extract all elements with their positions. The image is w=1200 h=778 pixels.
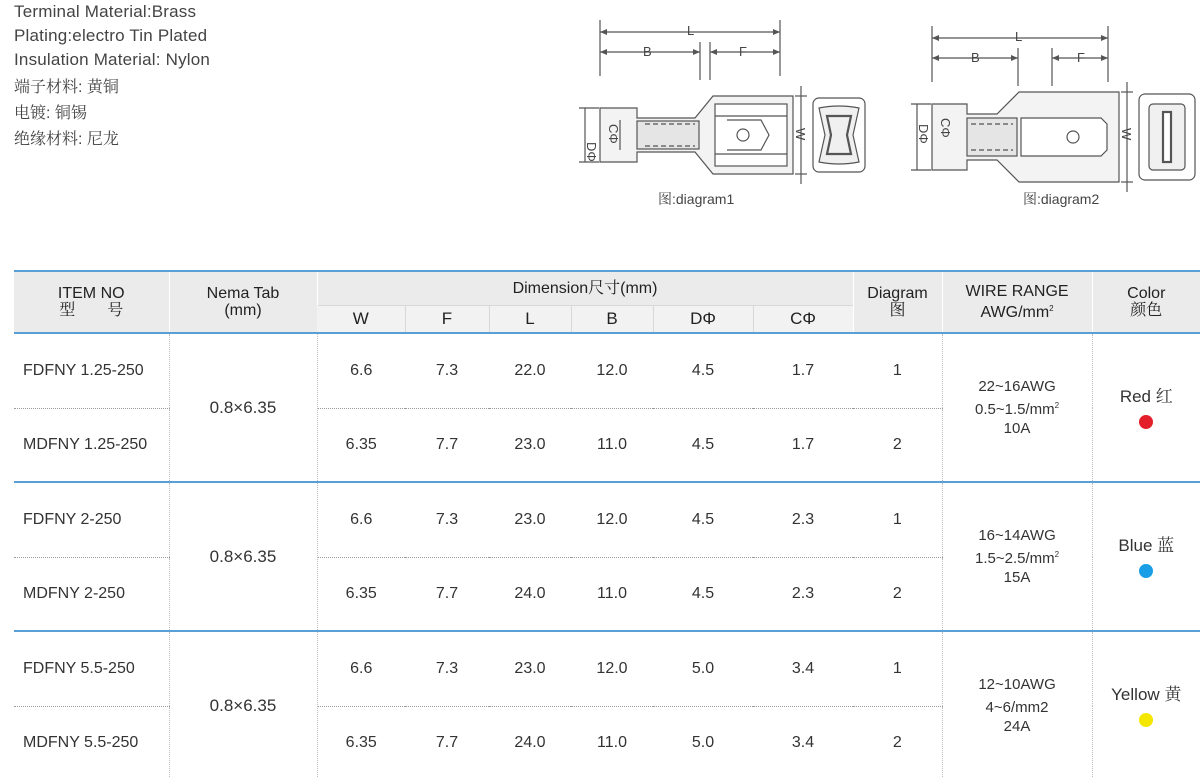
dim-w-cell: 6.6 [317, 482, 405, 557]
wire-awg: 22~16AWG [978, 378, 1056, 395]
wire-awg: 16~14AWG [978, 527, 1056, 544]
color-swatch [1139, 415, 1153, 429]
diagram-1 [575, 16, 875, 211]
dim-w-cell: 6.35 [317, 706, 405, 778]
dim-l-cell: 23.0 [489, 482, 571, 557]
header-wire-range-label: WIRE RANGE [965, 283, 1069, 300]
nema-tab-cell: 0.8×6.35 [169, 482, 317, 631]
dim-d-cell: 4.5 [653, 408, 753, 482]
header-nema-tab-unit: (mm) [224, 302, 262, 319]
dim-c-cell: 3.4 [753, 631, 853, 706]
color-cell [1092, 631, 1200, 778]
header-wire-range [942, 271, 1092, 333]
nema-tab-cell: 0.8×6.35 [169, 631, 317, 778]
dim-f-cell: 7.7 [405, 408, 489, 482]
dim-label-f: F [1077, 50, 1085, 65]
dim-w-cell: 6.6 [317, 631, 405, 706]
dim-label-d: DΦ [916, 124, 931, 144]
diagram-cell: 1 [853, 482, 942, 557]
dim-label-c: CΦ [606, 124, 621, 144]
terminal-material-cn: 端子材料: 黄铜 [14, 79, 119, 96]
color-swatch [1139, 713, 1153, 727]
color-cell [1092, 482, 1200, 631]
diagram-cell: 2 [853, 408, 942, 482]
dim-label-w: W [1119, 128, 1134, 141]
header-color-cn: 颜色 [1130, 302, 1163, 319]
color-label: Red 红 [1119, 386, 1173, 406]
header-color [1092, 271, 1200, 333]
dim-f-cell: 7.3 [405, 631, 489, 706]
dim-label-c: CΦ [938, 118, 953, 138]
header-diagram-en: Diagram [867, 285, 928, 302]
dim-b-cell: 12.0 [571, 482, 653, 557]
dim-label-l: L [1015, 29, 1023, 44]
dim-l-cell: 24.0 [489, 557, 571, 631]
dim-l-cell: 23.0 [489, 631, 571, 706]
diagram-cell: 2 [853, 706, 942, 778]
dim-b-cell: 11.0 [571, 408, 653, 482]
color-cell [1092, 333, 1200, 482]
diagram-cell: 1 [853, 333, 942, 408]
item-no-cell: FDFNY 5.5-250 [14, 631, 169, 706]
dim-c-cell: 1.7 [753, 408, 853, 482]
header-dim-b: B [571, 305, 653, 333]
female-terminal-drawing [575, 16, 875, 186]
diagram-cell: 2 [853, 557, 942, 631]
wire-mm: $0.5\sim 1.5/mm^2$ [974, 401, 1060, 418]
terminal-material: Terminal Material:Brass [14, 2, 197, 21]
dim-d-cell: 5.0 [653, 706, 753, 778]
dim-l-cell: 22.0 [489, 333, 571, 408]
header-nema-tab-label: Nema Tab [206, 285, 280, 302]
header-nema-tab [169, 271, 317, 333]
dim-w-cell: 6.35 [317, 408, 405, 482]
dim-label-b: B [971, 50, 980, 65]
male-terminal-drawing [905, 22, 1200, 187]
dim-label-d: DΦ [584, 142, 599, 162]
table-row [14, 482, 1200, 557]
header-dim-l: L [489, 305, 571, 333]
header-item-no-cn: 型 号 [59, 302, 124, 319]
dim-d-cell: 5.0 [653, 631, 753, 706]
dim-c-cell: 3.4 [753, 706, 853, 778]
dim-f-cell: 7.3 [405, 333, 489, 408]
wire-range-cell [942, 482, 1092, 631]
table-row [14, 333, 1200, 408]
item-no-cell: MDFNY 2-250 [14, 557, 169, 631]
dim-b-cell: 12.0 [571, 631, 653, 706]
dim-f-cell: 7.7 [405, 557, 489, 631]
diagram-cell: 1 [853, 631, 942, 706]
dim-w-cell: 6.6 [317, 333, 405, 408]
insulation-material: Insulation Material: Nylon [14, 50, 211, 69]
color-label: Blue 蓝 [1118, 535, 1175, 555]
dim-b-cell: 12.0 [571, 333, 653, 408]
plating: Plating:electro Tin Plated [14, 26, 208, 45]
dim-c-cell: 1.7 [753, 333, 853, 408]
dim-c-cell: 2.3 [753, 557, 853, 631]
item-no-cell: MDFNY 1.25-250 [14, 408, 169, 482]
dim-f-cell: 7.7 [405, 706, 489, 778]
diagram-1-caption: 图:diagram1 [658, 191, 735, 207]
header-diagram [853, 271, 942, 333]
dim-label-f: F [739, 44, 747, 59]
color-label: Yellow 黄 [1111, 684, 1182, 704]
dim-c-cell: 2.3 [753, 482, 853, 557]
dim-b-cell: 11.0 [571, 706, 653, 778]
dim-label-b: B [643, 44, 652, 59]
dim-label-w: W [793, 128, 808, 141]
color-swatch [1139, 564, 1153, 578]
spec-table [14, 270, 1200, 778]
insulation-material-cn: 绝缘材料: 尼龙 [14, 131, 119, 148]
wire-mm: 4~6/mm2 [985, 699, 1049, 716]
header-dim-f: F [405, 305, 489, 333]
wire-mm: $1.5\sim 2.5/mm^2$ [974, 550, 1060, 567]
dim-b-cell: 11.0 [571, 557, 653, 631]
dim-d-cell: 4.5 [653, 482, 753, 557]
wire-amp: 15A [1003, 569, 1031, 586]
header-dim-c: CΦ [753, 305, 853, 333]
wire-range-cell [942, 333, 1092, 482]
item-no-cell: FDFNY 1.25-250 [14, 333, 169, 408]
nema-tab-cell: 0.8×6.35 [169, 333, 317, 482]
header-item-no-en: ITEM NO [57, 285, 125, 302]
header-wire-range-unit: AWG/$mm^2$ [980, 304, 1054, 321]
dim-f-cell: 7.3 [405, 482, 489, 557]
table-row [14, 631, 1200, 706]
dim-d-cell: 4.5 [653, 557, 753, 631]
header-dimension: Dimension尺寸(mm) [317, 271, 853, 305]
dim-w-cell: 6.35 [317, 557, 405, 631]
header-dim-d: DΦ [653, 305, 753, 333]
header-item-no [14, 271, 169, 333]
wire-awg: 12~10AWG [978, 676, 1056, 693]
diagram-2-caption: 图:diagram2 [1023, 191, 1100, 207]
diagram-2 [905, 22, 1200, 212]
wire-range-cell [942, 631, 1092, 778]
dim-label-l: L [687, 23, 695, 38]
dim-d-cell: 4.5 [653, 333, 753, 408]
item-no-cell: FDFNY 2-250 [14, 482, 169, 557]
header-dim-w: W [317, 305, 405, 333]
dim-l-cell: 23.0 [489, 408, 571, 482]
wire-amp: 10A [1003, 420, 1031, 437]
wire-amp: 24A [1003, 718, 1031, 735]
dim-l-cell: 24.0 [489, 706, 571, 778]
item-no-cell: MDFNY 5.5-250 [14, 706, 169, 778]
material-specs [14, 0, 314, 152]
header-diagram-cn: 图 [889, 302, 906, 319]
table-body [14, 333, 1200, 778]
plating-cn: 电镀: 铜锡 [14, 105, 87, 122]
header-color-en: Color [1127, 285, 1166, 302]
